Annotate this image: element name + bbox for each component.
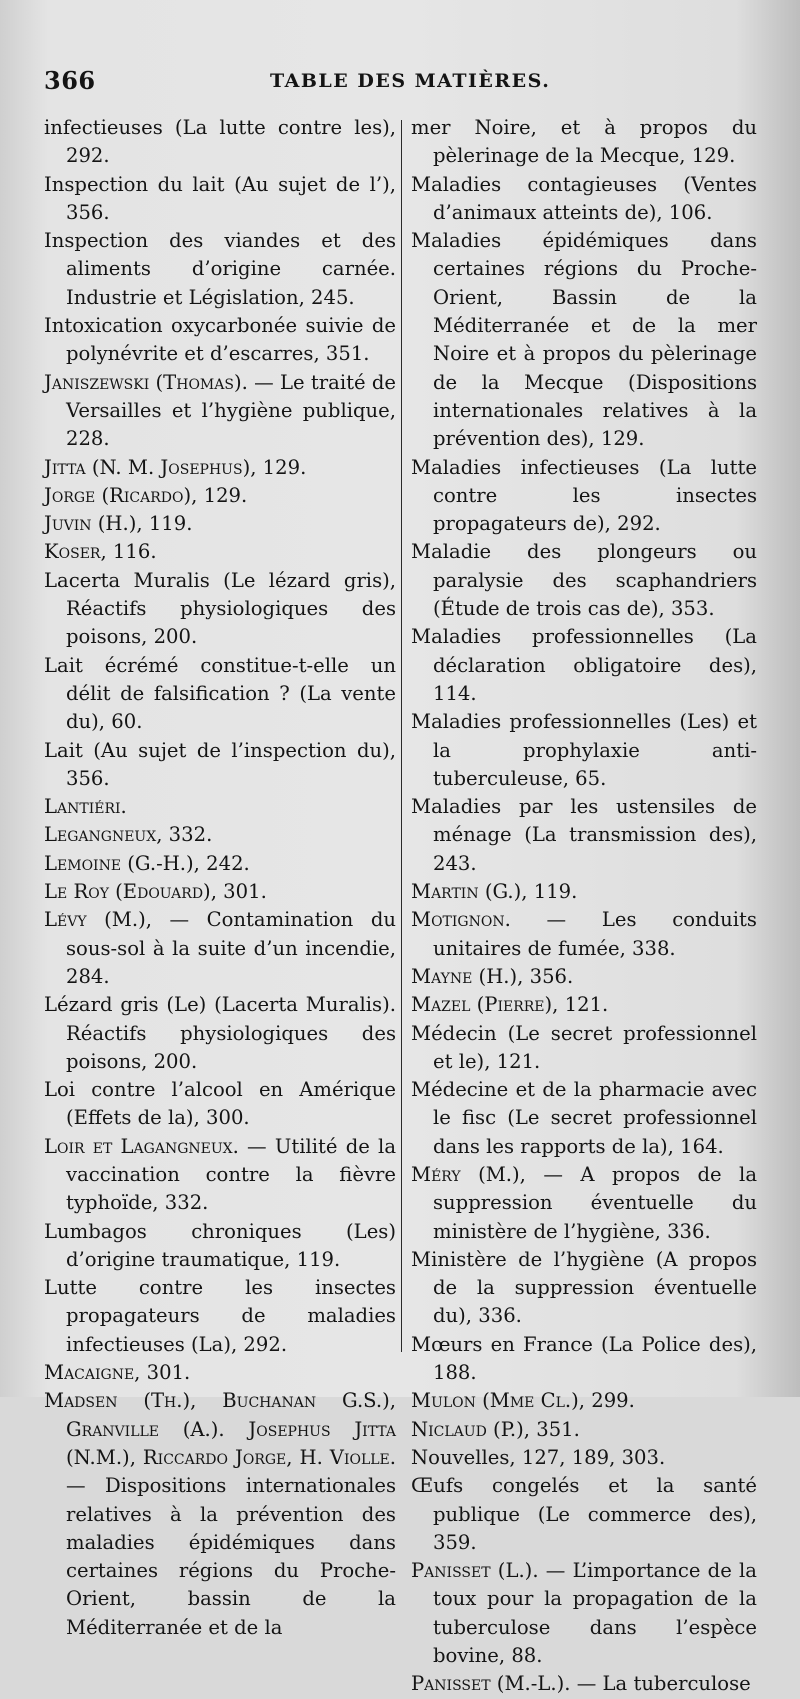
entry-author-name: Mazel (Pierre), xyxy=(411,993,559,1017)
index-entry xyxy=(411,623,757,708)
entry-text: mer Noire, et à propos du pèlerinage de la Mecque, 129. xyxy=(411,116,757,168)
entry-author-name: Jorge (Ricardo), xyxy=(44,483,198,507)
index-entry xyxy=(411,1331,757,1388)
index-entry xyxy=(411,1416,757,1444)
entry-text: Maladies contagieuses (Ventes d’animaux atteints de), 106. xyxy=(411,172,757,224)
index-entry xyxy=(44,652,396,737)
entry-author-name: Niclaud (P.), xyxy=(411,1417,531,1441)
entry-text: 129. xyxy=(256,455,307,479)
index-entry xyxy=(44,227,396,312)
entry-text: Médecine et de la pharmacie avec le fisc (Le secret professionnel dans les rapports de la), 164. xyxy=(411,1078,757,1158)
entry-text: 242. xyxy=(199,851,250,875)
entry-author-name: Mayne (H.), xyxy=(411,964,524,988)
index-entry xyxy=(411,793,757,878)
entry-text: — Le traité de Versailles et l’hygiène publique, 228. xyxy=(66,370,396,451)
entry-text: Intoxication oxycarbonée suivie de polynévrite et d’escarres, 351. xyxy=(44,314,396,366)
index-entry xyxy=(44,991,396,1076)
entry-author-name: Jitta (N. M. Josephus), xyxy=(44,455,257,479)
entry-author-name: Juvin (H.), xyxy=(44,512,143,536)
entry-author-name: Mulon (Mme Cl.), xyxy=(411,1389,585,1413)
index-entry xyxy=(411,906,757,963)
entry-text: Lézard gris (Le) (Lacerta Muralis). Réactifs physiologiques des poisons, 200. xyxy=(44,993,396,1073)
index-entry xyxy=(411,1670,757,1698)
index-entry xyxy=(411,1161,757,1246)
index-entry xyxy=(44,1274,396,1359)
entry-text: 116. xyxy=(106,540,157,564)
index-entry xyxy=(411,878,757,906)
entry-text: — Contamination du sous-sol à la suite d’un incendie, 284. xyxy=(66,908,396,988)
index-entry xyxy=(44,1076,396,1133)
index-entry xyxy=(411,227,757,453)
index-entry xyxy=(44,821,396,849)
page-header xyxy=(44,66,764,106)
index-entry xyxy=(44,567,396,652)
entry-author-name: Lemoine (G.-H.), xyxy=(44,851,200,875)
entry-text: — A propos de la suppression éventuelle du ministère de l’hygiène, 336. xyxy=(433,1162,758,1243)
entry-text: Lait (Au sujet de l’inspection du), 356. xyxy=(44,738,396,790)
index-entry xyxy=(411,1246,757,1331)
entry-text: — Les conduits unitaires de fumée, 338. xyxy=(433,908,757,960)
entry-text: 121. xyxy=(558,993,609,1017)
entry-text: Lacerta Muralis (Le lézard gris), Réactifs physiologiques des poisons, 200. xyxy=(44,568,396,649)
entry-text: 356. xyxy=(523,964,574,988)
entry-text: Loi contre l’alcool en Amérique (Effets de la), 300. xyxy=(44,1078,396,1130)
index-entry xyxy=(44,369,396,454)
index-entry xyxy=(44,850,396,878)
entry-author-name: Loir et Lagangneux. xyxy=(44,1134,239,1158)
index-entry xyxy=(44,538,396,566)
index-entry xyxy=(411,1020,757,1077)
index-entry xyxy=(44,906,396,991)
index-entry xyxy=(44,793,396,821)
index-entry xyxy=(44,1133,396,1218)
entry-author-name: Méry (M.), xyxy=(411,1162,526,1186)
entry-text: — L’importance de la toux pour la propagation de la tuberculose dans l’espèce bovine, 88. xyxy=(433,1559,757,1668)
index-entry xyxy=(44,454,396,482)
index-entry xyxy=(411,171,757,228)
index-entry xyxy=(411,1387,757,1415)
entry-text: Maladies par les ustensiles de ménage (La transmission des), 243. xyxy=(411,795,757,875)
index-entry xyxy=(44,1387,396,1642)
entry-author-name: Legangneux, xyxy=(44,823,163,847)
running-title: TABLE DES MATIÈRES. xyxy=(270,70,551,92)
entry-author-name: Le Roy (Edouard), xyxy=(44,880,217,904)
left-column xyxy=(44,114,396,1642)
entry-text: — La tuberculose xyxy=(570,1672,751,1696)
entry-text: Mœurs en France (La Police des), 188. xyxy=(411,1332,757,1385)
entry-text: Lait écrémé constitue-t-elle un délit de falsification ? (La vente du), 60. xyxy=(44,653,396,734)
entry-text: Maladie des plongeurs ou paralysie des scaphandriers (Étude de trois cas de), 353. xyxy=(411,540,757,621)
entry-text: infectieuses (La lutte contre les), 292. xyxy=(44,116,396,168)
entry-text: Œufs congelés et la santé publique (Le commerce des), 359. xyxy=(411,1474,757,1554)
index-entry xyxy=(411,991,757,1019)
index-entry xyxy=(44,510,396,538)
entry-author-name: Koser, xyxy=(44,540,107,564)
index-entry xyxy=(44,482,396,510)
entry-text: 351. xyxy=(530,1417,580,1441)
index-entry xyxy=(411,963,757,991)
entry-text: Maladies infectieuses (La lutte contre les insectes propagateurs de), 292. xyxy=(411,455,757,536)
entry-author-name: Motignon. xyxy=(411,908,511,932)
entry-text: Maladies professionnelles (La déclaration obligatoire des), 114. xyxy=(411,625,757,705)
entry-text: Lumbagos chroniques (Les) d’origine traumatique, 119. xyxy=(44,1219,396,1271)
index-entry xyxy=(44,1218,396,1275)
index-entry xyxy=(44,1359,396,1387)
index-entry xyxy=(411,708,757,793)
index-entry xyxy=(411,114,757,171)
entry-text: Maladies épidémiques dans certaines régions du Proche-Orient, Bassin de la Méditerranée et de la mer Noire et à propos du pèlerinage de la Mecque (Dispositions internationales relatives à la prévention des), 129. xyxy=(411,229,757,451)
entry-text: Nouvelles, 127, 189, 303. xyxy=(411,1445,666,1469)
index-entry xyxy=(44,737,396,794)
entry-text: Inspection du lait (Au sujet de l’), 356. xyxy=(44,172,396,224)
entry-text: Ministère de l’hygiène (A propos de la suppression éventuelle du), 336. xyxy=(411,1247,757,1328)
entry-text: Inspection des viandes et des aliments d’origine carnée. Industrie et Législation, 245. xyxy=(44,229,396,309)
index-entry xyxy=(411,1472,757,1557)
right-column xyxy=(411,114,757,1699)
entry-author-name: Panisset (L.). xyxy=(411,1559,539,1583)
index-entry xyxy=(411,454,757,539)
entry-author-name: Martin (G.), xyxy=(411,880,528,904)
index-entry xyxy=(44,312,396,369)
entry-text: Médecin (Le secret professionnel et le), 121. xyxy=(411,1021,757,1073)
entry-author-name: Panisset (M.-L.). xyxy=(411,1672,571,1696)
entry-author-name: Macaigne, xyxy=(44,1361,141,1385)
entry-text: Maladies professionnelles (Les) et la prophylaxie anti-tuberculeuse, 65. xyxy=(411,710,757,790)
entry-text: 129. xyxy=(197,483,248,507)
column-divider xyxy=(401,120,402,1352)
page-number: 366 xyxy=(44,66,96,95)
entry-author-name: Lantiéri. xyxy=(44,795,127,819)
index-entry xyxy=(411,1444,757,1472)
entry-author-name: Lévy (M.), xyxy=(44,908,152,932)
entry-text: 332. xyxy=(162,823,213,847)
entry-text: 119. xyxy=(142,512,193,536)
entry-text: 301. xyxy=(216,880,267,904)
entry-author-name: Madsen (Th.), Buchanan G.S.), Granville (A.). Josephus Jitta (N.M.), Riccardo Jorge, H. Violle. xyxy=(44,1389,396,1469)
index-entry xyxy=(44,171,396,228)
index-entry xyxy=(411,1076,757,1161)
index-entry xyxy=(44,878,396,906)
entry-text: 301. xyxy=(140,1361,191,1385)
entry-text: — Dispositions internationales relatives à la prévention des maladies épidémiques dans certaines régions du Proche-Orient, bassin de la Méditerranée et de la xyxy=(66,1474,396,1639)
entry-text: — Utilité de la vaccination contre la fièvre typhoïde, 332. xyxy=(66,1134,396,1215)
index-entry xyxy=(411,538,757,623)
entry-author-name: Janiszewski (Thomas). xyxy=(44,370,248,394)
index-entry xyxy=(411,1557,757,1670)
entry-text: Lutte contre les insectes propagateurs de maladies infectieuses (La), 292. xyxy=(44,1276,396,1356)
index-entry xyxy=(44,114,396,171)
entry-text: 299. xyxy=(585,1389,635,1413)
entry-text: 119. xyxy=(527,880,578,904)
